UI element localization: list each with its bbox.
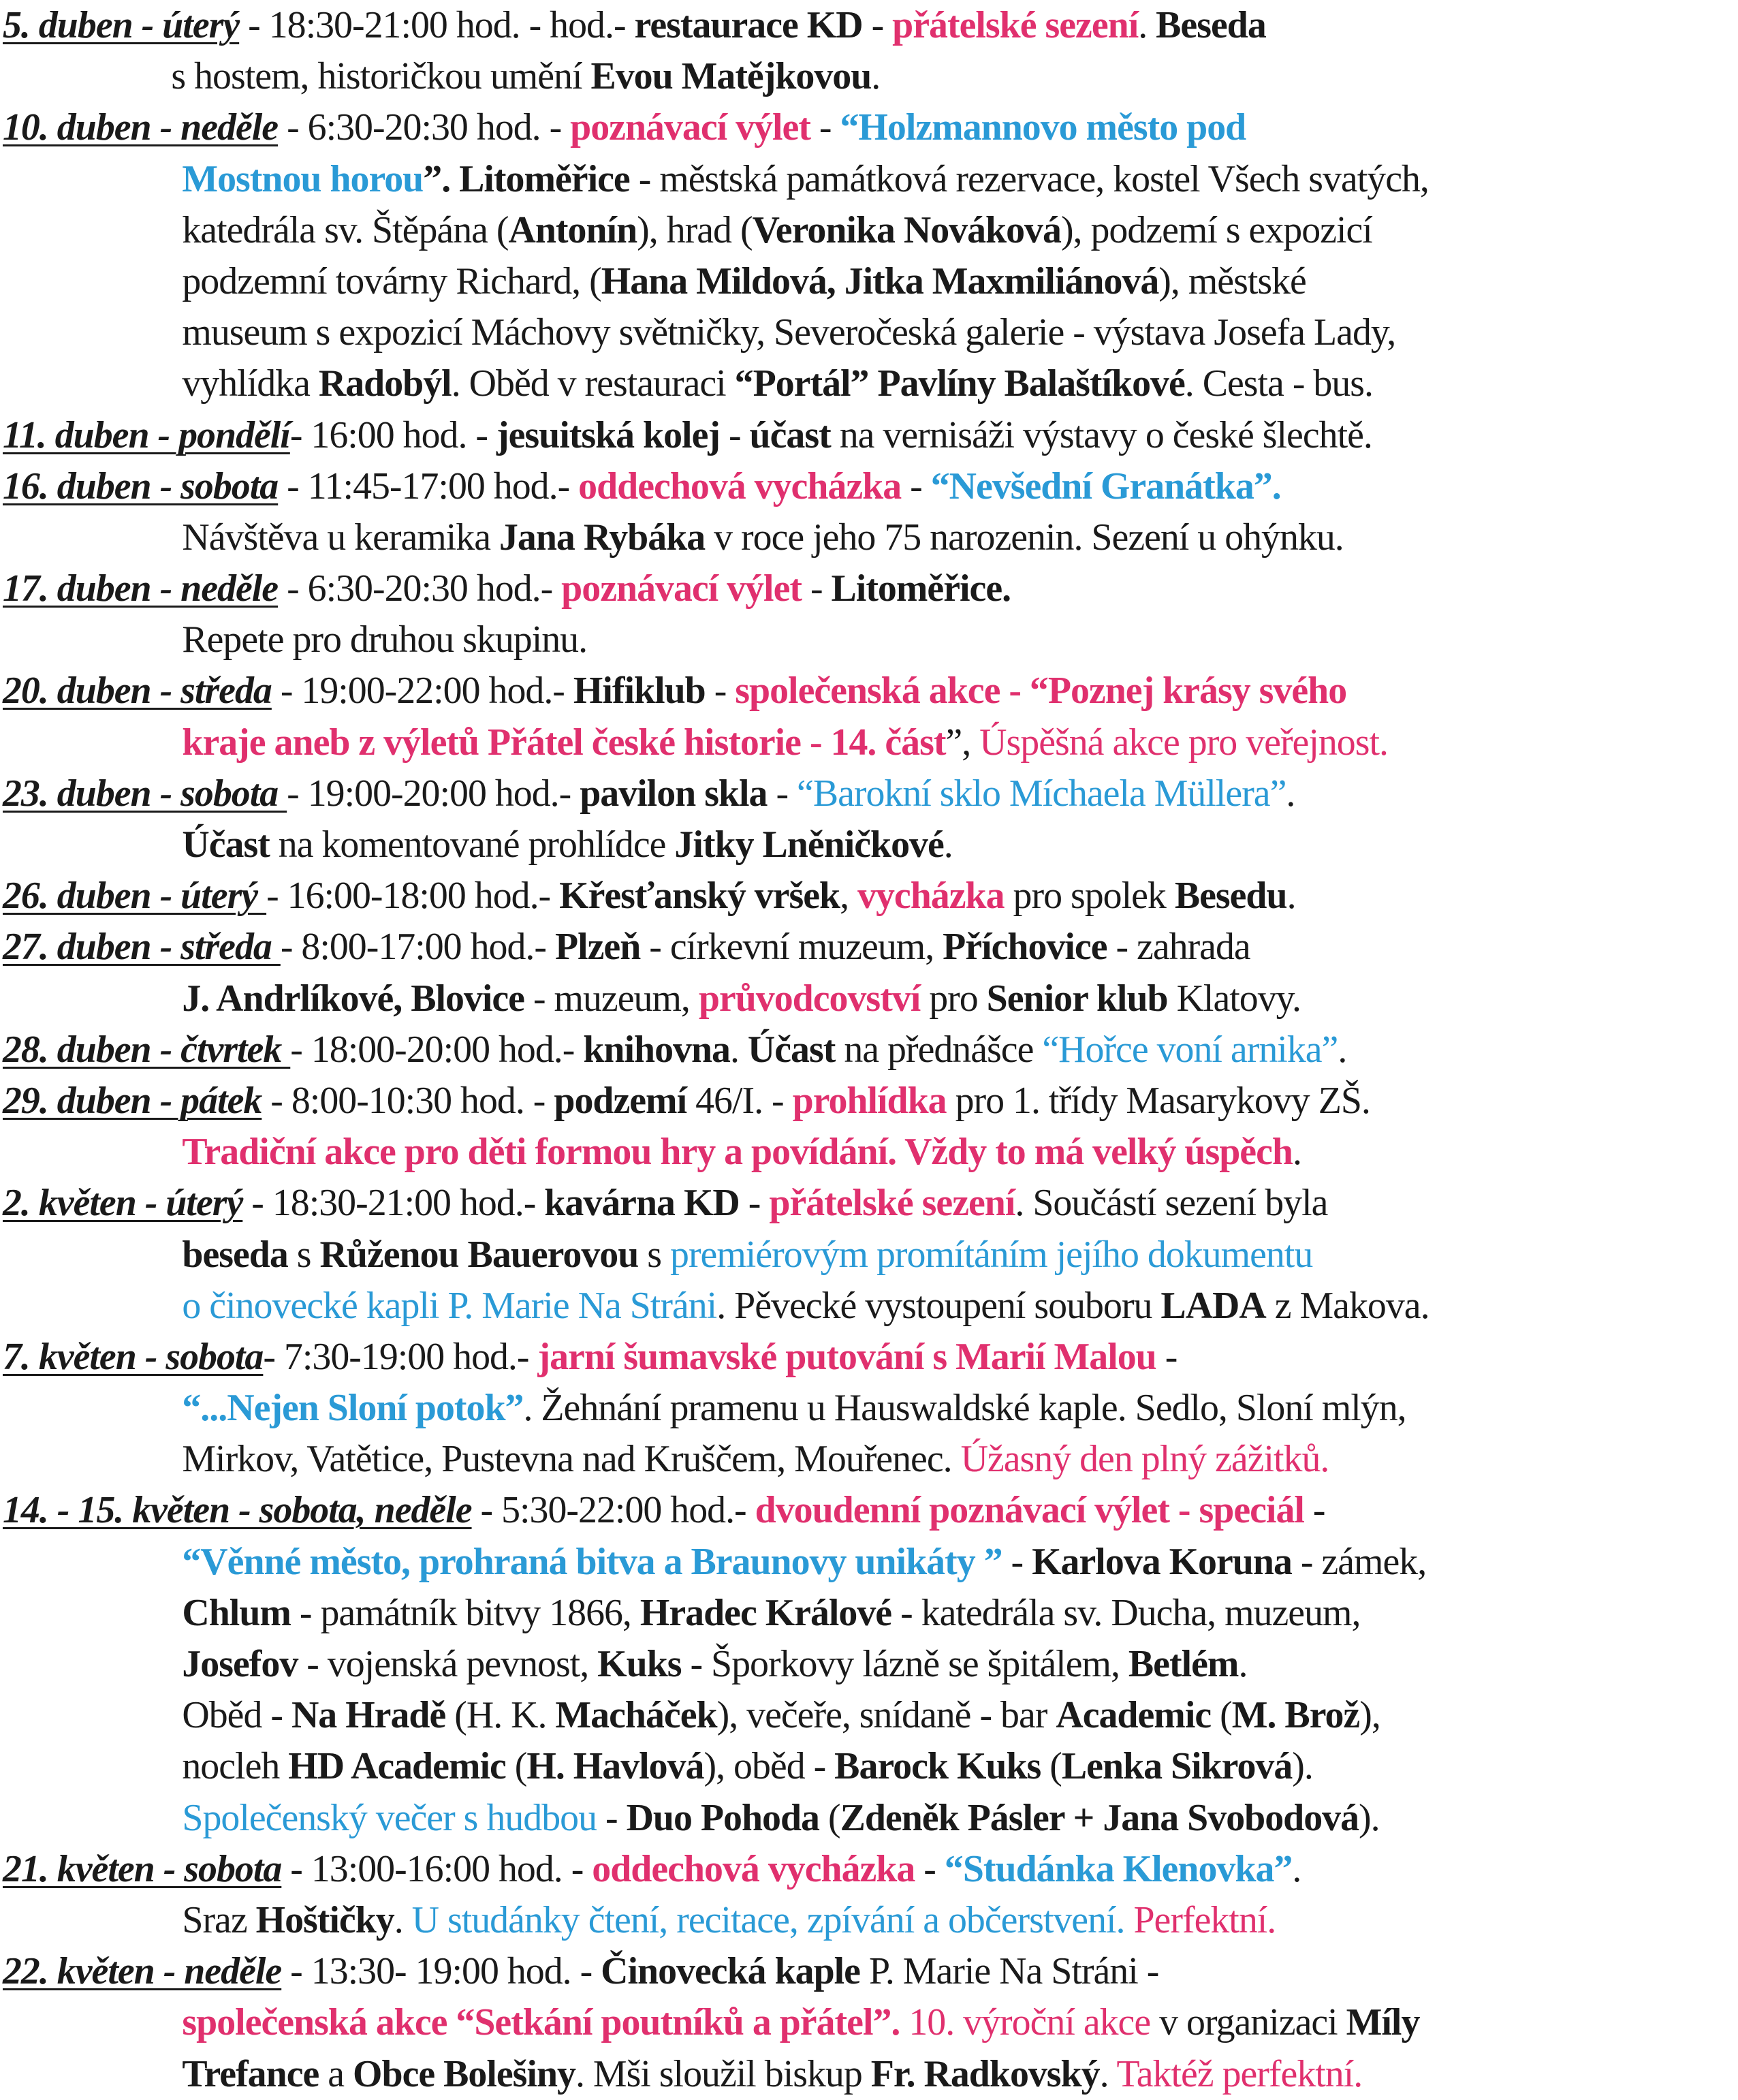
pink-text: Perfektní. <box>1133 1898 1276 1941</box>
body-text: . <box>1292 1847 1301 1890</box>
highlight-text: prohlídka <box>792 1079 947 1122</box>
body-text: , <box>840 875 858 918</box>
body-text: - církevní muzeum, <box>640 926 943 969</box>
pink-text: Úspěšná akce pro veřejnost. <box>979 721 1388 764</box>
body-text: nocleh <box>182 1745 289 1788</box>
bold-text: J. Andrlíkové, Blovice <box>182 977 524 1020</box>
body-text: ), městské <box>1158 260 1306 302</box>
bold-text: Karlova Koruna <box>1032 1540 1292 1583</box>
body-text: v organizaci <box>1150 2001 1346 2044</box>
bold-text: Veronika Nováková <box>752 208 1061 251</box>
title-text: “Nevšední Granátka”. <box>930 465 1281 507</box>
bold-text: Činovecká kaple <box>601 1950 860 1993</box>
body-text: - památník bitvy 1866, <box>290 1591 640 1634</box>
bold-text: Hradec Králové <box>639 1591 892 1634</box>
entry-detail-line <box>0 1537 1734 1588</box>
body-text: - 13:00-16:00 hod. - <box>281 1847 592 1890</box>
bold-text: Betlém <box>1128 1643 1239 1685</box>
highlight-text: oddechová vycházka <box>592 1847 915 1890</box>
body-text: . <box>1238 1643 1248 1685</box>
body-text: katedrála sv. Štěpána ( <box>182 208 509 251</box>
body-text: museum s expozicí Máchovy světničky, Severočeská galerie - výstava Josefa Lady, <box>182 311 1396 354</box>
title-text: Mostnou horou <box>182 157 424 200</box>
entry-date: 20. duben - středa <box>2 670 272 712</box>
entry-date-line <box>0 1844 1734 1895</box>
teal-text: o činovecké kapli P. Marie Na Stráni <box>182 1284 717 1327</box>
bold-text: Beseda <box>1156 4 1266 46</box>
body-text: - zámek, <box>1291 1540 1427 1583</box>
body-text: . <box>1338 1028 1347 1071</box>
body-text: - muzeum, <box>524 977 699 1020</box>
body-text: - 18:00-20:00 hod.- <box>290 1028 584 1071</box>
bold-text: Hifiklub <box>573 670 706 712</box>
entry-date-line <box>0 0 1734 51</box>
bold-text: LADA <box>1160 1284 1266 1327</box>
entry-date: 21. květen - sobota <box>2 1847 282 1890</box>
entry-date-line <box>0 1076 1734 1127</box>
body-text: podzemní továrny Richard, ( <box>182 260 601 302</box>
body-text <box>900 2001 908 2043</box>
entry-date: 22. květen - neděle <box>2 1950 282 1993</box>
bold-text: Míly <box>1346 2001 1420 2044</box>
entry-date-line <box>0 871 1734 922</box>
body-text: - <box>862 4 893 46</box>
teal-text: U studánky čtení, recitace, zpívání a občerstvení. <box>411 1898 1125 1941</box>
body-text: ), <box>1359 1694 1380 1737</box>
entry-date-line <box>0 768 1734 819</box>
body-text: Mirkov, Vatětice, Pustevna nad Kruščem, Mouřenec. <box>182 1438 961 1481</box>
entry-date: 14. - 15. květen - sobota, neděle <box>2 1489 472 1532</box>
bold-text: Zdeněk Pásler + Jana Svobodová <box>840 1796 1359 1839</box>
pink-text: Taktéž perfektní. <box>1116 2052 1363 2095</box>
entry-date-line <box>0 461 1734 512</box>
bold-text: Macháček <box>555 1694 717 1737</box>
highlight-text: dvoudenní poznávací výlet - speciál <box>755 1489 1304 1532</box>
body-text: . <box>1292 1131 1301 1174</box>
title-text: “...Nejen Sloní potok” <box>182 1387 524 1430</box>
entry-detail-line <box>0 819 1734 871</box>
entry-date: 7. květen - sobota <box>2 1335 264 1378</box>
body-text: Sraz <box>182 1898 256 1941</box>
body-text: z Makova. <box>1265 1284 1429 1327</box>
body-text: . <box>871 55 881 98</box>
entry-detail-line <box>0 205 1734 256</box>
entry-date: 26. duben - úterý <box>2 875 267 918</box>
body-text: - 18:30-21:00 hod. - hod.- <box>239 4 635 46</box>
body-text: - 16:00 hod. - <box>289 413 496 456</box>
entry-detail-line <box>0 256 1734 307</box>
bold-text: Obce Bolešiny <box>353 2052 575 2095</box>
highlight-text: společenská akce “Setkání poutníků a přátel”. <box>182 2001 900 2044</box>
body-text: . <box>1138 4 1156 46</box>
body-text: Návštěva u keramika <box>182 516 499 559</box>
entry-date: 11. duben - pondělí <box>2 413 290 456</box>
bold-text: Hoštičky <box>255 1898 394 1941</box>
bold-text: Trefance <box>182 2052 319 2095</box>
bold-text: Besedu <box>1174 875 1287 918</box>
body-text: - 8:00-10:30 hod. - <box>262 1079 554 1122</box>
body-text: - <box>810 106 840 149</box>
bold-text: “Portál” Pavlíny Balaštíkové <box>734 362 1185 405</box>
body-text: - <box>705 670 736 712</box>
bold-text: Academic <box>1056 1694 1212 1737</box>
body-text: - 5:30-22:00 hod.- <box>471 1489 755 1532</box>
bold-text: Litoměřice <box>459 157 630 200</box>
body-text: ( <box>1041 1745 1062 1788</box>
body-text: - vojenská pevnost, <box>298 1643 598 1685</box>
bold-text: Křesťanský vršek <box>559 875 840 918</box>
bold-text: Plzeň <box>554 926 641 969</box>
body-text: - 7:30-19:00 hod.- <box>263 1335 538 1378</box>
body-text: v roce jeho 75 narozenin. Sezení u ohýnku. <box>705 516 1344 559</box>
body-text: . Mši sloužil biskup <box>575 2052 871 2095</box>
body-text: - 18:30-21:00 hod.- <box>242 1182 545 1225</box>
entry-detail-line <box>0 1639 1734 1690</box>
bold-text: Lenka Sikrová <box>1061 1745 1293 1788</box>
highlight-text: poznávací výlet <box>561 567 802 610</box>
body-text <box>1125 1899 1134 1941</box>
bold-text: Na Hradě <box>291 1694 446 1737</box>
highlight-text: přátelské sezení <box>769 1182 1015 1225</box>
body-text: pro <box>920 977 987 1020</box>
body-text: ). <box>1359 1796 1380 1839</box>
entry-detail-line <box>0 1588 1734 1639</box>
body-text: Oběd - <box>182 1694 291 1737</box>
entry-date: 2. květen - úterý <box>2 1182 243 1225</box>
body-text: pro 1. třídy Masarykovy ZŠ. <box>946 1079 1370 1122</box>
bold-text: HD Academic <box>288 1745 506 1788</box>
entry-detail-line <box>0 1127 1734 1178</box>
bold-text: ”. <box>423 157 460 200</box>
highlight-text: Tradiční akce pro děti formou hry a povídání. Vždy to má velký úspěch <box>182 1131 1293 1174</box>
bold-text: Senior klub <box>986 977 1168 1020</box>
bold-text: Příchovice <box>943 926 1107 969</box>
entry-date-line <box>0 563 1734 614</box>
body-text: . <box>943 824 953 866</box>
highlight-text: průvodcovství <box>698 977 921 1020</box>
body-text: - 16:00-18:00 hod.- <box>266 875 560 918</box>
bold-text: Barock Kuks <box>834 1745 1041 1788</box>
entry-detail-line <box>0 1281 1734 1332</box>
body-text: ), večeře, snídaně - bar <box>716 1694 1056 1737</box>
highlight-text: vycházka <box>857 875 1005 918</box>
entry-date: 27. duben - středa <box>2 926 281 969</box>
entry-date-line <box>0 665 1734 717</box>
bold-text: Jana Rybáka <box>499 516 706 559</box>
bold-text: Účast <box>747 1028 836 1071</box>
teal-text: “Barokní sklo Míchaela Müllera” <box>797 772 1286 815</box>
body-text: . <box>1099 2052 1117 2095</box>
highlight-text: společenská akce - “Poznej krásy svého <box>735 670 1347 712</box>
body-text: ( <box>505 1745 527 1788</box>
body-text: - <box>915 1847 945 1890</box>
bold-text: beseda <box>182 1233 288 1276</box>
body-text: - 6:30-20:30 hod. - <box>278 106 571 149</box>
body-text: s hostem, historičkou umění <box>171 55 591 98</box>
entry-detail-line <box>0 1895 1734 1946</box>
body-text: (H. K. <box>445 1694 556 1737</box>
entry-date-line <box>0 1024 1734 1076</box>
bold-text: Fr. Radkovský <box>870 2052 1100 2095</box>
body-text: - Šporkovy lázně se špitálem, <box>681 1643 1128 1685</box>
body-text: - městská památková rezervace, kostel Všech svatých, <box>629 157 1429 200</box>
entry-detail-line <box>0 1793 1734 1844</box>
body-text: - <box>719 413 750 456</box>
body-text: na přednášce <box>835 1028 1043 1071</box>
body-text: s <box>287 1233 320 1276</box>
bold-text: kavárna KD <box>544 1182 740 1225</box>
entry-date: 17. duben - neděle <box>2 567 279 610</box>
bold-text: Jitky Lněničkové <box>674 824 944 866</box>
bold-text: jesuitská kolej <box>496 413 720 456</box>
pink-text: 10. výroční akce <box>908 2001 1151 2044</box>
bold-text: Kuks <box>597 1643 682 1685</box>
bold-text: Evou Matějkovou <box>590 55 872 98</box>
entry-date-line <box>0 1946 1734 1997</box>
teal-text: “Hořce voní arnika” <box>1042 1028 1338 1071</box>
entry-detail-line <box>0 512 1734 563</box>
body-text: P. Marie Na Stráni - <box>859 1950 1159 1993</box>
entry-date: 29. duben - pátek <box>2 1079 262 1122</box>
entry-detail-line <box>0 1997 1734 2048</box>
title-text: “Holzmannovo město pod <box>840 106 1246 149</box>
highlight-text: přátelské sezení <box>892 4 1139 46</box>
body-text: - <box>767 772 797 815</box>
bold-text: Radobýl <box>318 362 452 405</box>
body-text: - 19:00-22:00 hod.- <box>271 670 573 712</box>
body-text: . Součástí sezení byla <box>1015 1182 1328 1225</box>
body-text: - <box>1002 1540 1032 1583</box>
teal-text: premiérovým promítáním jejího dokumentu <box>670 1233 1313 1276</box>
body-text: - 11:45-17:00 hod.- <box>278 465 579 507</box>
entry-detail-line <box>0 307 1734 358</box>
bold-text: Růženou Bauerovou <box>319 1233 639 1276</box>
body-text: . <box>729 1028 748 1071</box>
bold-text: restaurace KD <box>634 4 863 46</box>
body-text: - <box>1304 1489 1325 1532</box>
entry-detail-line <box>0 1741 1734 1792</box>
highlight-text: poznávací výlet <box>570 106 810 149</box>
entry-date: 28. duben - čtvrtek <box>2 1028 291 1071</box>
body-text: - zahrada <box>1107 926 1250 969</box>
pink-text: Úžasný den plný zážitků. <box>960 1438 1329 1481</box>
entry-date: 16. duben - sobota <box>2 465 279 507</box>
bold-text: Litoměřice. <box>831 567 1011 610</box>
body-text: - 6:30-20:30 hod.- <box>278 567 562 610</box>
entry-date-line <box>0 922 1734 973</box>
entry-detail-line <box>0 358 1734 409</box>
bold-text: Hana Mildová, Jitka Maxmiliánová <box>601 260 1159 302</box>
body-text: na komentované prohlídce <box>269 824 675 866</box>
body-text: ), hrad ( <box>637 208 753 251</box>
entry-detail-line <box>0 1383 1734 1434</box>
body-text: . <box>394 1898 412 1941</box>
entry-date-line <box>0 1485 1734 1536</box>
title-text: “Věnné město, prohraná bitva a Braunovy unikáty ” <box>182 1540 1002 1583</box>
body-text: vyhlídka <box>182 362 319 405</box>
entry-detail-line <box>0 614 1734 665</box>
body-text: - <box>597 1796 627 1839</box>
entry-date-line <box>0 1178 1734 1229</box>
body-text: - 8:00-17:00 hod.- <box>280 926 555 969</box>
entry-date-line <box>0 1332 1734 1383</box>
body-text: pro spolek <box>1004 875 1175 918</box>
bold-text: Duo Pohoda <box>626 1796 819 1839</box>
entry-detail-line <box>0 51 1734 102</box>
body-text: . <box>1286 772 1295 815</box>
entry-detail-line <box>0 1690 1734 1741</box>
body-text: - <box>1156 1335 1178 1378</box>
entry-detail-line <box>0 973 1734 1024</box>
highlight-text: kraje aneb z výletů Přátel české historie - 14. část <box>182 721 946 764</box>
body-text: ( <box>819 1796 840 1839</box>
body-text: . Cesta - bus. <box>1184 362 1373 405</box>
body-text: . Žehnání pramenu u Hauswaldské kaple. Sedlo, Sloní mlýn, <box>523 1387 1406 1430</box>
bold-text: Josefov <box>182 1643 298 1685</box>
entry-date: 23. duben - sobota <box>2 772 287 815</box>
body-text: - 19:00-20:00 hod.- <box>287 772 580 815</box>
bold-text: Chlum <box>182 1591 291 1634</box>
body-text: a <box>319 2052 353 2095</box>
bold-text: H. Havlová <box>526 1745 704 1788</box>
entry-detail-line <box>0 1434 1734 1485</box>
body-text: - <box>801 567 832 610</box>
body-text: ( <box>1211 1694 1232 1737</box>
body-text: - <box>901 465 931 507</box>
body-text: - <box>739 1182 770 1225</box>
title-text: “Studánka Klenovka” <box>944 1847 1293 1890</box>
body-text: 46/I. - <box>686 1079 793 1122</box>
body-text: . Oběd v restauraci <box>451 362 735 405</box>
body-text: ). <box>1292 1745 1313 1788</box>
body-text: ”, <box>945 721 980 764</box>
bold-text: M. Brož <box>1231 1694 1360 1737</box>
body-text: - 13:30- 19:00 hod. - <box>281 1950 601 1993</box>
body-text: na vernisáži výstavy o české šlechtě. <box>830 413 1372 456</box>
body-text: Repete pro druhou skupinu. <box>182 618 588 661</box>
body-text: - katedrála sv. Ducha, muzeum, <box>891 1591 1361 1634</box>
entry-detail-line <box>0 1229 1734 1281</box>
entry-date-line <box>0 410 1734 461</box>
body-text: . Pěvecké vystoupení souboru <box>716 1284 1161 1327</box>
entry-date-line <box>0 102 1734 153</box>
bold-text: pavilon skla <box>580 772 768 815</box>
body-text: Klatovy. <box>1167 977 1301 1020</box>
entry-detail-line <box>0 154 1734 205</box>
bold-text: knihovna <box>583 1028 730 1071</box>
highlight-text: jarní šumavské putování s Marií Malou <box>537 1335 1156 1378</box>
body-text: . <box>1286 875 1296 918</box>
body-text: ), podzemí s expozicí <box>1060 208 1372 251</box>
bold-text: Účast <box>182 824 270 866</box>
body-text: ), oběd - <box>704 1745 835 1788</box>
entry-date: 5. duben - úterý <box>2 4 240 46</box>
bold-text: podzemí <box>554 1079 687 1122</box>
teal-text: Společenský večer s hudbou <box>182 1796 597 1839</box>
entry-date: 10. duben - neděle <box>2 106 279 149</box>
bold-text: Antonín <box>508 208 637 251</box>
highlight-text: oddechová vycházka <box>578 465 902 507</box>
entry-detail-line <box>0 717 1734 768</box>
entry-detail-line <box>0 2049 1734 2100</box>
bold-text: účast <box>749 413 831 456</box>
body-text: s <box>638 1233 671 1276</box>
